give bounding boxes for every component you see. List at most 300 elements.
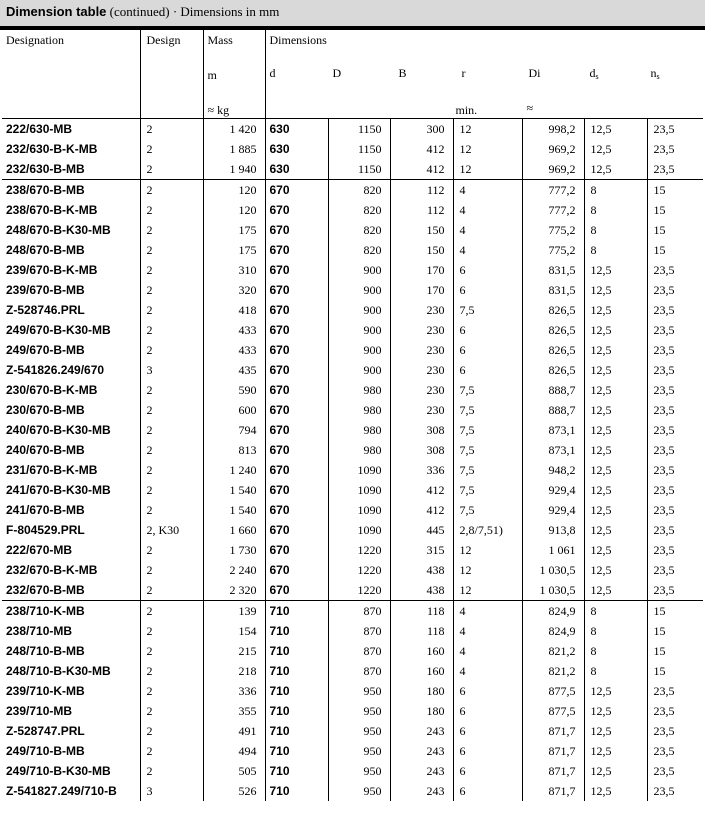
header-Di-approx: ≈ — [526, 101, 534, 115]
cell-designation: 239/710-K-MB — [2, 681, 140, 701]
cell-d: 710 — [265, 641, 328, 661]
cell-ns: 15 — [653, 624, 666, 638]
cell-Di: 775,2 — [522, 220, 584, 240]
cell-designation: 238/710-MB — [2, 621, 140, 641]
cell-Di: 877,5 — [522, 681, 584, 701]
cell-d: 670 — [265, 540, 328, 560]
cell-Di: 1 030,5 — [522, 580, 584, 601]
cell-designation: 239/670-B-K-MB — [2, 260, 140, 280]
cell-d: 670 — [265, 280, 328, 300]
cell-mass: 505 — [203, 761, 265, 781]
table-row — [2, 560, 703, 580]
table-row — [2, 621, 703, 641]
table-row — [2, 480, 703, 500]
cell-d: 670 — [265, 380, 328, 400]
cell-B: 336 — [390, 460, 453, 480]
table-row — [2, 500, 703, 520]
cell-Di: 824,9 — [522, 601, 584, 622]
cell-design: 2 — [140, 200, 203, 220]
cell-d: 710 — [265, 621, 328, 641]
cell-Di: 831,5 — [522, 260, 584, 280]
cell-D: 950 — [328, 721, 390, 741]
table-row — [2, 701, 703, 721]
cell-ns: 23,5 — [653, 684, 675, 698]
cell-D: 980 — [328, 380, 390, 400]
cell-Di: 888,7 — [522, 400, 584, 420]
cell-r: 7,5 — [453, 440, 522, 460]
cell-Di: 821,2 — [522, 661, 584, 681]
cell-ns: 23,5 — [653, 323, 675, 337]
cell-Di: 777,2 — [522, 180, 584, 201]
cell-designation: 238/710-K-MB — [2, 601, 140, 622]
cell-ds: 12,5 — [584, 420, 647, 440]
cell-ds: 12,5 — [584, 721, 647, 741]
cell-designation: 238/670-B-MB — [2, 180, 140, 201]
cell-d: 670 — [265, 480, 328, 500]
cell-ds: 12,5 — [584, 119, 647, 140]
table-row — [2, 420, 703, 440]
cell-B: 412 — [390, 480, 453, 500]
cell-mass: 1 540 — [203, 480, 265, 500]
cell-B: 160 — [390, 641, 453, 661]
table-row — [2, 280, 703, 300]
cell-Di: 826,5 — [522, 360, 584, 380]
table-row — [2, 240, 703, 260]
header-row — [2, 30, 703, 119]
cell-B: 230 — [390, 340, 453, 360]
table-row — [2, 380, 703, 400]
cell-B: 308 — [390, 440, 453, 460]
table-row — [2, 360, 703, 380]
cell-Di: 1 061 — [522, 540, 584, 560]
cell-r: 6 — [453, 741, 522, 761]
cell-d: 670 — [265, 220, 328, 240]
cell-Di: 929,4 — [522, 500, 584, 520]
cell-ns: 23,5 — [653, 343, 675, 357]
cell-r: 4 — [453, 220, 522, 240]
cell-design: 2 — [140, 500, 203, 520]
cell-ds: 12,5 — [584, 380, 647, 400]
cell-mass: 1 240 — [203, 460, 265, 480]
cell-ds: 8 — [584, 661, 647, 681]
cell-design: 2 — [140, 320, 203, 340]
header-mass-symbol: m — [207, 68, 217, 82]
header-ns: $n_s$ — [650, 66, 660, 81]
cell-mass: 218 — [203, 661, 265, 681]
cell-mass: 526 — [203, 781, 265, 801]
cell-B: 438 — [390, 580, 453, 601]
cell-D: 900 — [328, 280, 390, 300]
cell-Di: 873,1 — [522, 440, 584, 460]
cell-D: 1090 — [328, 520, 390, 540]
cell-ns: 23,5 — [653, 162, 675, 176]
header-mass: Mass — [207, 33, 233, 47]
cell-r: 7,5 — [453, 400, 522, 420]
cell-ns: 23,5 — [653, 303, 675, 317]
table-row — [2, 520, 703, 540]
cell-design: 2 — [140, 400, 203, 420]
cell-Di: 871,7 — [522, 721, 584, 741]
cell-design: 2 — [140, 440, 203, 460]
cell-r: 7,5 — [453, 500, 522, 520]
table-title-bar — [0, 0, 705, 30]
cell-ns: 23,5 — [653, 764, 675, 778]
cell-mass: 1 730 — [203, 540, 265, 560]
cell-ds: 12,5 — [584, 320, 647, 340]
table-row — [2, 300, 703, 320]
cell-Di: 998,2 — [522, 119, 584, 140]
cell-Di: 969,2 — [522, 159, 584, 180]
cell-Di: 1 030,5 — [522, 560, 584, 580]
table-row — [2, 460, 703, 480]
header-Di: Di — [528, 66, 541, 80]
header-ds: $d_s$ — [589, 66, 599, 81]
cell-designation: Z-528746.PRL — [2, 300, 140, 320]
cell-D: 900 — [328, 340, 390, 360]
cell-d: 670 — [265, 520, 328, 540]
cell-D: 950 — [328, 761, 390, 781]
cell-mass: 433 — [203, 340, 265, 360]
cell-designation: 248/670-B-MB — [2, 240, 140, 260]
table-row — [2, 260, 703, 280]
cell-ds: 12,5 — [584, 560, 647, 580]
cell-ns: 23,5 — [653, 283, 675, 297]
cell-mass: 1 420 — [203, 119, 265, 140]
cell-mass: 494 — [203, 741, 265, 761]
cell-B: 243 — [390, 761, 453, 781]
dimension-table — [2, 30, 703, 801]
cell-ds: 12,5 — [584, 681, 647, 701]
cell-D: 900 — [328, 360, 390, 380]
cell-B: 315 — [390, 540, 453, 560]
cell-r: 4 — [453, 200, 522, 220]
cell-ds: 12,5 — [584, 741, 647, 761]
cell-d: 670 — [265, 440, 328, 460]
cell-mass: 794 — [203, 420, 265, 440]
table-title: Dimension table (continued) · Dimensions in mm — [6, 4, 280, 19]
cell-r: 12 — [453, 139, 522, 159]
cell-ns: 23,5 — [653, 483, 675, 497]
cell-designation: 240/670-B-K30-MB — [2, 420, 140, 440]
table-row — [2, 601, 703, 622]
cell-mass: 433 — [203, 320, 265, 340]
cell-ds: 8 — [584, 240, 647, 260]
cell-design: 2, K30 — [140, 520, 203, 540]
cell-ds: 12,5 — [584, 340, 647, 360]
cell-r: 6 — [453, 320, 522, 340]
cell-ns: 23,5 — [653, 563, 675, 577]
cell-d: 710 — [265, 741, 328, 761]
cell-B: 412 — [390, 500, 453, 520]
cell-ns: 15 — [653, 644, 666, 658]
cell-B: 230 — [390, 400, 453, 420]
cell-ns: 23,5 — [653, 363, 675, 377]
cell-ns: 23,5 — [653, 704, 675, 718]
header-B: B — [398, 66, 407, 80]
cell-mass: 310 — [203, 260, 265, 280]
cell-mass: 154 — [203, 621, 265, 641]
cell-Di: 877,5 — [522, 701, 584, 721]
cell-mass: 120 — [203, 200, 265, 220]
cell-designation: 241/670-B-MB — [2, 500, 140, 520]
cell-design: 2 — [140, 380, 203, 400]
cell-Di: 871,7 — [522, 781, 584, 801]
cell-d: 710 — [265, 701, 328, 721]
cell-D: 870 — [328, 641, 390, 661]
cell-Di: 948,2 — [522, 460, 584, 480]
cell-ns: 15 — [653, 664, 666, 678]
cell-D: 980 — [328, 420, 390, 440]
cell-design: 3 — [140, 781, 203, 801]
cell-D: 950 — [328, 741, 390, 761]
cell-ds: 12,5 — [584, 761, 647, 781]
header-design: Design — [146, 33, 181, 47]
cell-ds: 12,5 — [584, 701, 647, 721]
cell-designation: 230/670-B-MB — [2, 400, 140, 420]
cell-D: 980 — [328, 400, 390, 420]
cell-design: 2 — [140, 280, 203, 300]
cell-B: 118 — [390, 601, 453, 622]
table-row — [2, 580, 703, 601]
table-row — [2, 440, 703, 460]
cell-mass: 1 885 — [203, 139, 265, 159]
cell-B: 412 — [390, 139, 453, 159]
cell-designation: 240/670-B-MB — [2, 440, 140, 460]
header-dimensions: Dimensions — [269, 33, 327, 47]
cell-ns: 23,5 — [653, 503, 675, 517]
cell-mass: 813 — [203, 440, 265, 460]
cell-d: 630 — [265, 159, 328, 180]
cell-d: 710 — [265, 721, 328, 741]
cell-Di: 871,7 — [522, 741, 584, 761]
cell-ds: 12,5 — [584, 480, 647, 500]
cell-D: 900 — [328, 260, 390, 280]
table-row — [2, 641, 703, 661]
cell-mass: 320 — [203, 280, 265, 300]
table-row — [2, 540, 703, 560]
cell-D: 820 — [328, 240, 390, 260]
cell-ds: 12,5 — [584, 360, 647, 380]
cell-design: 2 — [140, 741, 203, 761]
table-row — [2, 320, 703, 340]
cell-r: 7,5 — [453, 420, 522, 440]
cell-ns: 23,5 — [653, 403, 675, 417]
cell-r: 12 — [453, 540, 522, 560]
cell-designation: 249/710-B-MB — [2, 741, 140, 761]
cell-design: 2 — [140, 480, 203, 500]
cell-design: 2 — [140, 340, 203, 360]
cell-design: 2 — [140, 139, 203, 159]
cell-mass: 336 — [203, 681, 265, 701]
cell-designation: 232/670-B-K-MB — [2, 560, 140, 580]
cell-designation: Z-541826.249/670 — [2, 360, 140, 380]
cell-mass: 120 — [203, 180, 265, 201]
cell-mass: 1 940 — [203, 159, 265, 180]
cell-D: 1220 — [328, 580, 390, 601]
cell-design: 2 — [140, 540, 203, 560]
cell-design: 2 — [140, 621, 203, 641]
cell-r: 6 — [453, 360, 522, 380]
cell-designation: 239/710-MB — [2, 701, 140, 721]
cell-mass: 355 — [203, 701, 265, 721]
cell-ds: 12,5 — [584, 460, 647, 480]
cell-d: 670 — [265, 400, 328, 420]
cell-ns: 15 — [647, 601, 703, 622]
cell-Di: 871,7 — [522, 761, 584, 781]
table-row — [2, 781, 703, 801]
cell-d: 670 — [265, 340, 328, 360]
cell-design: 2 — [140, 681, 203, 701]
cell-r: 4 — [453, 621, 522, 641]
cell-D: 1150 — [328, 119, 390, 140]
cell-ds: 12,5 — [584, 400, 647, 420]
cell-B: 170 — [390, 260, 453, 280]
cell-r: 6 — [453, 761, 522, 781]
cell-ds: 12,5 — [584, 540, 647, 560]
cell-ds: 12,5 — [584, 300, 647, 320]
cell-designation: 248/710-B-MB — [2, 641, 140, 661]
cell-ns: 15 — [647, 180, 703, 201]
cell-mass: 2 320 — [203, 580, 265, 601]
cell-r: 4 — [453, 641, 522, 661]
cell-ds: 8 — [584, 601, 647, 622]
cell-r: 6 — [453, 721, 522, 741]
cell-Di: 826,5 — [522, 340, 584, 360]
cell-D: 1220 — [328, 540, 390, 560]
cell-d: 710 — [265, 681, 328, 701]
cell-Di: 929,4 — [522, 480, 584, 500]
cell-r: 4 — [453, 601, 522, 622]
cell-D: 1150 — [328, 159, 390, 180]
cell-d: 670 — [265, 300, 328, 320]
cell-D: 1150 — [328, 139, 390, 159]
cell-design: 2 — [140, 560, 203, 580]
table-row — [2, 180, 703, 201]
cell-d: 710 — [265, 601, 328, 622]
table-row — [2, 159, 703, 180]
cell-Di: 777,2 — [522, 200, 584, 220]
cell-ns: 23,5 — [653, 744, 675, 758]
cell-Di: 873,1 — [522, 420, 584, 440]
cell-mass: 215 — [203, 641, 265, 661]
cell-design: 2 — [140, 661, 203, 681]
cell-r: 4 — [453, 240, 522, 260]
cell-design: 2 — [140, 420, 203, 440]
cell-d: 670 — [265, 460, 328, 480]
cell-d: 710 — [265, 761, 328, 781]
table-row — [2, 741, 703, 761]
cell-r: 6 — [453, 340, 522, 360]
cell-r: 6 — [453, 280, 522, 300]
cell-design: 2 — [140, 601, 203, 622]
cell-designation: 241/670-B-K30-MB — [2, 480, 140, 500]
cell-mass: 435 — [203, 360, 265, 380]
cell-r: 7,5 — [453, 460, 522, 480]
cell-designation: F-804529.PRL — [2, 520, 140, 540]
header-r: r — [461, 66, 466, 80]
cell-ds: 12,5 — [584, 520, 647, 540]
cell-B: 230 — [390, 320, 453, 340]
cell-d: 630 — [265, 139, 328, 159]
cell-r: 6 — [453, 781, 522, 801]
cell-mass: 590 — [203, 380, 265, 400]
cell-D: 950 — [328, 701, 390, 721]
cell-r: 4 — [453, 661, 522, 681]
cell-design: 2 — [140, 159, 203, 180]
cell-Di: 775,2 — [522, 240, 584, 260]
cell-D: 820 — [328, 180, 390, 201]
cell-mass: 600 — [203, 400, 265, 420]
table-body — [2, 119, 703, 802]
header-designation: Designation — [6, 33, 64, 47]
table-row — [2, 661, 703, 681]
cell-B: 150 — [390, 220, 453, 240]
cell-designation: 222/670-MB — [2, 540, 140, 560]
cell-d: 710 — [265, 781, 328, 801]
cell-D: 1090 — [328, 500, 390, 520]
table-row — [2, 761, 703, 781]
cell-Di: 913,8 — [522, 520, 584, 540]
cell-designation: 248/710-B-K30-MB — [2, 661, 140, 681]
table-row — [2, 119, 703, 140]
cell-ds: 8 — [584, 220, 647, 240]
header-d: d — [269, 66, 276, 80]
cell-B: 180 — [390, 681, 453, 701]
cell-design: 2 — [140, 260, 203, 280]
cell-designation: Z-541827.249/710-B — [2, 781, 140, 801]
cell-designation: 239/670-B-MB — [2, 280, 140, 300]
cell-designation: 249/710-B-K30-MB — [2, 761, 140, 781]
cell-design: 3 — [140, 360, 203, 380]
table-row — [2, 139, 703, 159]
cell-designation: 230/670-B-K-MB — [2, 380, 140, 400]
cell-Di: 888,7 — [522, 380, 584, 400]
cell-ds: 8 — [584, 200, 647, 220]
cell-B: 150 — [390, 240, 453, 260]
cell-designation: 249/670-B-K30-MB — [2, 320, 140, 340]
cell-ds: 8 — [584, 621, 647, 641]
cell-design: 2 — [140, 460, 203, 480]
cell-mass: 491 — [203, 721, 265, 741]
cell-designation: 238/670-B-K-MB — [2, 200, 140, 220]
cell-ds: 12,5 — [584, 440, 647, 460]
cell-mass: 1 660 — [203, 520, 265, 540]
cell-D: 1090 — [328, 460, 390, 480]
cell-D: 900 — [328, 300, 390, 320]
cell-B: 180 — [390, 701, 453, 721]
cell-r: 7,5 — [453, 380, 522, 400]
cell-B: 243 — [390, 721, 453, 741]
cell-mass: 175 — [203, 220, 265, 240]
cell-ns: 23,5 — [653, 383, 675, 397]
cell-ns: 23,5 — [653, 583, 675, 597]
cell-ds: 8 — [584, 641, 647, 661]
cell-designation: 232/630-B-K-MB — [2, 139, 140, 159]
cell-d: 670 — [265, 240, 328, 260]
cell-r: 7,5 — [453, 480, 522, 500]
cell-ns: 23,5 — [653, 543, 675, 557]
cell-ds: 12,5 — [584, 580, 647, 601]
cell-B: 300 — [390, 119, 453, 140]
cell-mass: 2 240 — [203, 560, 265, 580]
cell-ns: 23,5 — [653, 463, 675, 477]
cell-B: 243 — [390, 781, 453, 801]
cell-ns: 15 — [653, 223, 666, 237]
cell-Di: 826,5 — [522, 320, 584, 340]
cell-design: 2 — [140, 180, 203, 201]
cell-r: 2,8/7,51) — [453, 520, 522, 540]
cell-B: 412 — [390, 159, 453, 180]
